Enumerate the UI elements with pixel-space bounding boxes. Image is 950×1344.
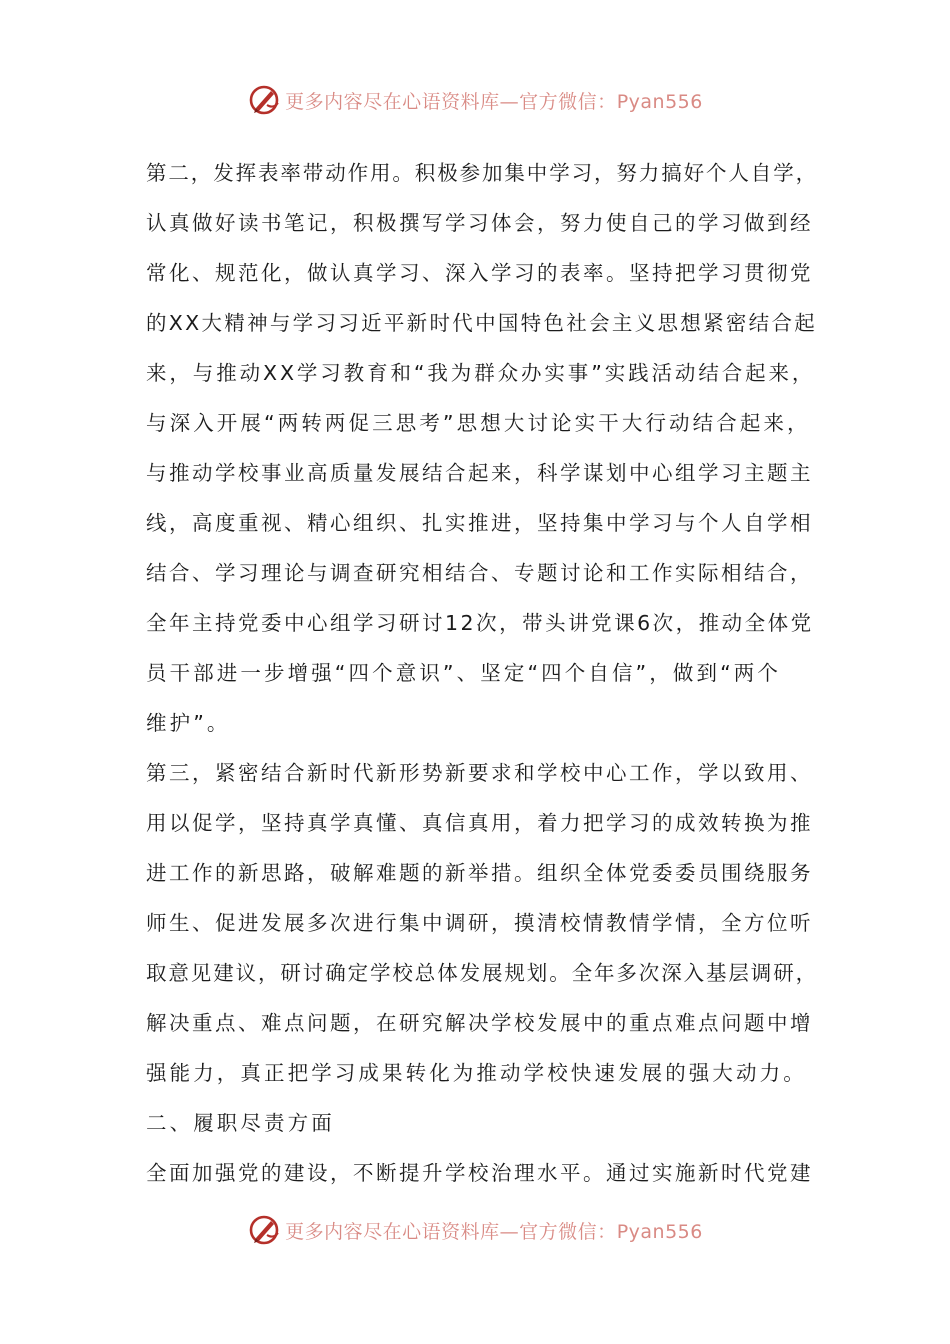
watermark-separator: — [499,90,520,113]
text-line: 与推动学校事业高质量发展结合起来，科学谋划中心组学习主题主 [146,461,813,485]
text-line: 取意见建议，研讨确定学校总体发展规划。全年多次深入基层调研， [146,961,818,985]
text-line: 与深入开展“两转两促三思考”思想大讨论实干大行动结合起来， [146,411,811,435]
text-line: 第三，紧密结合新时代新形势新要求和学校中心工作，学以致用、 [146,761,813,785]
text-line: 全年主持党委中心组学习研讨12次，带头讲党课6次，推动全体党 [146,611,814,635]
watermark-separator: — [499,1220,520,1243]
watermark-contact: 官方微信： [519,90,617,113]
text-line: 第二，发挥表率带动作用。积极参加集中学习，努力搞好个人自学， [146,161,818,185]
text-line: 线，高度重视、精心组织、扎实推进，坚持集中学习与个人自学相 [146,511,813,535]
section-heading: 二、履职尽责方面 [146,1111,335,1135]
pen-circle-logo-icon [247,1213,281,1247]
watermark-text: 更多内容尽在心语资料库 [285,90,500,113]
watermark-handle: Pyan556 [616,90,703,113]
text-line: 强能力，真正把学习成果转化为推动学校快速发展的强大动力。 [146,1061,807,1085]
text-line: 师生、促进发展多次进行集中调研，摸清校情教情学情，全方位听 [146,911,813,935]
watermark-contact: 官方微信： [519,1220,617,1243]
document-body [146,148,816,1198]
text-line: 全面加强党的建设，不断提升学校治理水平。通过实施新时代党建 [146,1161,813,1185]
watermark-handle: Pyan556 [616,1220,703,1243]
pen-circle-logo-icon [247,83,281,117]
text-line: 用以促学，坚持真学真懂、真信真用，着力把学习的成效转换为推 [146,811,813,835]
text-line: 员干部进一步增强“四个意识”、坚定“四个自信”，做到“两个 [146,661,781,685]
text-line: 来，与推动XX学习教育和“我为群众办实事”实践活动结合起来， [146,361,816,385]
text-line: 认真做好读书笔记，积极撰写学习体会，努力使自己的学习做到经 [146,211,813,235]
watermark-header [0,80,950,120]
watermark-footer [0,1210,950,1250]
text-line: 结合、学习理论与调查研究相结合、专题讨论和工作实际相结合， [146,561,813,585]
text-line: 进工作的新思路，破解难题的新举措。组织全体党委委员围绕服务 [146,861,813,885]
text-line: 常化、规范化，做认真学习、深入学习的表率。坚持把学习贯彻党 [146,261,813,285]
text-line: 的XX大精神与学习习近平新时代中国特色社会主义思想紧密结合起 [146,311,818,335]
text-line: 解决重点、难点问题，在研究解决学校发展中的重点难点问题中增 [146,1011,813,1035]
text-line: 维护”。 [146,711,231,735]
watermark-text: 更多内容尽在心语资料库 [285,1220,500,1243]
